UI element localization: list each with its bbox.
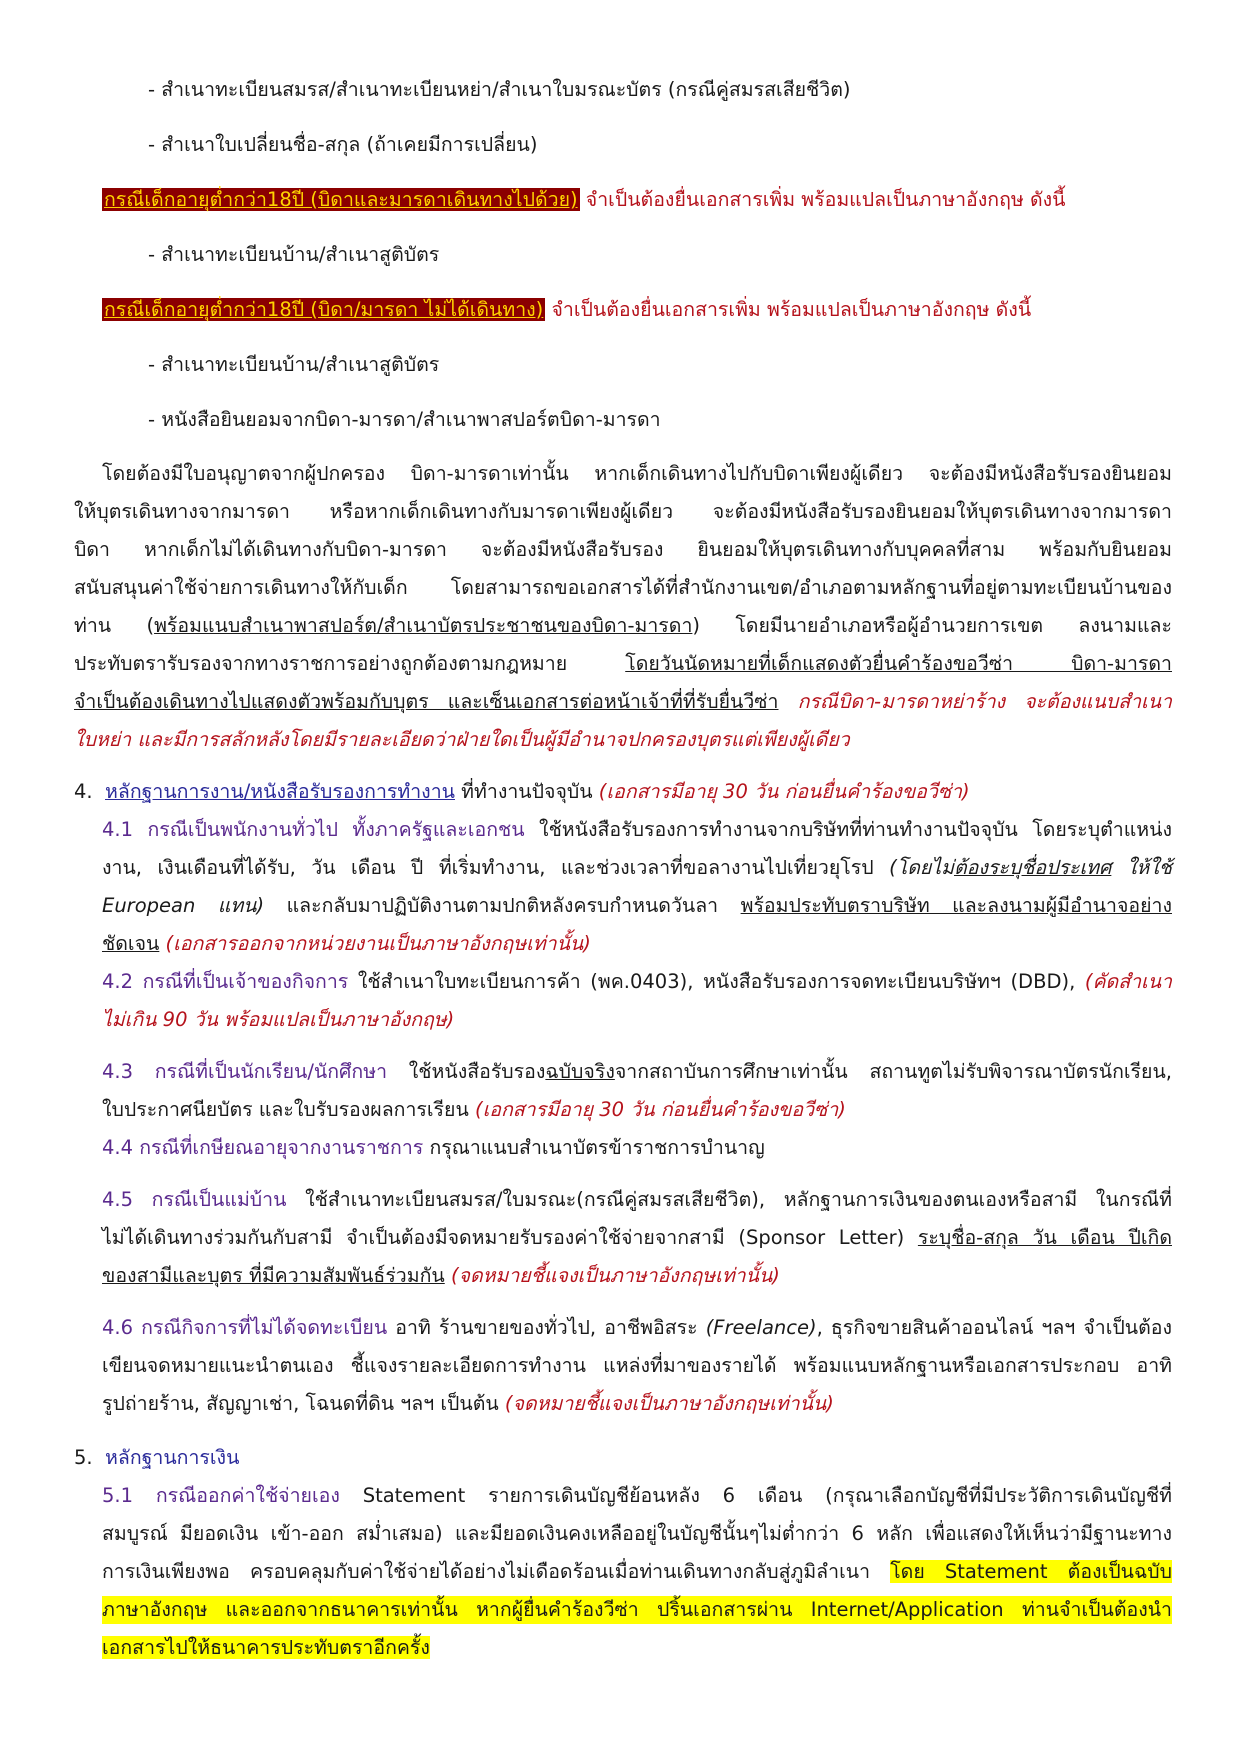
s46-note: (จดหมายชี้แจงเป็นภาษาอังกฤษเท่านั้น) bbox=[504, 1392, 834, 1415]
s44-label: 4.4 กรณีที่เกษียณอายุจากงานราชการ bbox=[102, 1136, 424, 1159]
s46-line-1 bbox=[102, 1314, 1172, 1342]
s45-line-2 bbox=[102, 1224, 1172, 1252]
s42-text: ใช้สำเนาใบทะเบียนการค้า (พค.0403), หนังสือรับรองการจดทะเบียนบริษัทฯ (DBD), bbox=[348, 970, 1085, 993]
s41-note: (เอกสารออกจากหน่วยงานเป็นภาษาอังกฤษเท่านั้น) bbox=[159, 932, 591, 955]
s41-italic: European แทน) bbox=[102, 894, 265, 917]
s51-line-5 bbox=[102, 1634, 430, 1662]
s46-line-3 bbox=[102, 1390, 834, 1418]
consent-line-3: บิดา หากเด็กไม่ได้เดินทางกับบิดา-มารดา จะต้องมีหนังสือรับรอง ยินยอมให้บุตรเดินทางกับบุคคลที่สาม พร้อมกับยินยอม bbox=[74, 538, 1172, 561]
s46-text: , ธุรกิจขายสินค้าออนไลน์ ฯลฯ จำเป็นต้อง bbox=[816, 1316, 1172, 1339]
s42-line-2: ไม่เกิน 90 วัน พร้อมแปลเป็นภาษาอังกฤษ) bbox=[102, 1008, 455, 1031]
s43-line-2 bbox=[102, 1096, 846, 1124]
section-4-heading bbox=[74, 778, 970, 806]
s41-label: 4.1 กรณีเป็นพนักงานทั่วไป ทั้งภาครัฐและเอกชน bbox=[102, 818, 525, 841]
s44-text: กรุณาแนบสำเนาบัตรข้าราชการบำนาญ bbox=[423, 1136, 765, 1159]
consent-line-1: โดยต้องมีใบอนุญาตจากผู้ปกครอง บิดา-มารดาเท่านั้น หากเด็กเดินทางไปกับบิดาเพียงผู้เดียว จะต้องมีหนังสือรับรองยินยอม bbox=[102, 462, 1172, 485]
divorce-note: กรณีบิดา-มารดาหย่าร้าง จะต้องแนบสำเนา bbox=[778, 690, 1173, 713]
minor-case1-text: จำเป็นต้องยื่นเอกสารเพิ่ม พร้อมแปลเป็นภาษาอังกฤษ ดังนี้ bbox=[579, 188, 1066, 211]
minor-case2-doc-1: - สำเนาทะเบียนบ้าน/สำเนาสูติบัตร bbox=[148, 353, 440, 376]
s51-text: Statement รายการเดินบัญชีย้อนหลัง 6 เดือน (กรุณาเลือกบัญชีที่มีประวัติการเดินบัญชีที่ bbox=[339, 1484, 1172, 1507]
s41-underlined: ชัดเจน bbox=[102, 932, 160, 955]
minor-case2-text: จำเป็นต้องยื่นเอกสารเพิ่ม พร้อมแปลเป็นภาษาอังกฤษ ดังนี้ bbox=[545, 298, 1032, 321]
s41-line-2 bbox=[102, 854, 1172, 882]
s41-text: ใช้หนังสือรับรองการทำงานจากบริษัทที่ท่านทำงานปัจจุบัน โดยระบุตำแหน่ง bbox=[524, 818, 1172, 841]
s45-underlined: ของสามีและบุตร ที่มีความสัมพันธ์ร่วมกัน bbox=[102, 1264, 445, 1287]
doc-item-name-change: - สำเนาใบเปลี่ยนชื่อ-สกุล (ถ้าเคยมีการเปลี่ยน) bbox=[148, 133, 538, 156]
section-4-title-rest: ที่ทำงานปัจจุบัน bbox=[454, 780, 599, 803]
section-5-number: 5. bbox=[74, 1446, 93, 1469]
s43-note: (เอกสารมีอายุ 30 วัน ก่อนยื่นคำร้องขอวีซ่า) bbox=[474, 1098, 846, 1121]
doc-item-marriage: - สำเนาทะเบียนสมรส/สำเนาทะเบียนหย่า/สำเนาใบมรณะบัตร (กรณีคู่สมรสเสียชีวิต) bbox=[148, 78, 851, 101]
s42-line-1 bbox=[102, 968, 1172, 996]
minor-case2-label: กรณีเด็กอายุต่ำกว่า18ปี (บิดา/มารดา ไม่ได้เดินทาง) bbox=[104, 298, 544, 321]
s51-label: 5.1 กรณีออกค่าใช้จ่ายเอง bbox=[102, 1484, 340, 1507]
s45-line-1 bbox=[102, 1186, 1172, 1214]
s43-text: จากสถาบันการศึกษาเท่านั้น สถานทูตไม่รับพิจารณาบัตรนักเรียน, bbox=[614, 1060, 1172, 1083]
s46-italic: (Freelance) bbox=[705, 1316, 817, 1339]
consent-line-5 bbox=[74, 612, 1172, 640]
minor-case2-doc-2: - หนังสือยินยอมจากบิดา-มารดา/สำเนาพาสปอร์ตบิดา-มารดา bbox=[148, 408, 661, 431]
s43-label: 4.3 กรณีที่เป็นนักเรียน/นักศึกษา bbox=[102, 1060, 388, 1083]
s41-italic: ให้ใช้ bbox=[1111, 856, 1172, 879]
consent-line-4: สนับสนุนค่าใช้จ่ายการเดินทางให้กับเด็ก โดยสามารถขอเอกสารได้ที่สำนักงานเขต/อำเภอตามหลักฐานที่อยู่ตามทะเบียนบ้านของ bbox=[74, 576, 1172, 599]
s51-highlight: โดย Statement ต้องเป็นฉบับ bbox=[890, 1560, 1172, 1583]
s51-line-2: สมบูรณ์ มียอดเงิน เข้า-ออก สม่ำเสมอ) และมียอดเงินคงเหลืออยู่ในบัญชีนั้นๆไม่ต่ำกว่า 6 หลัก เพื่อแสดงให้เห็นว่ามีฐานะทาง bbox=[102, 1522, 1172, 1545]
section-5-heading bbox=[74, 1444, 239, 1472]
consent-line-2: ให้บุตรเดินทางจากมารดา หรือหากเด็กเดินทางกับมารดาเพียงผู้เดียว จะต้องมีหนังสือรับรองยินยอมให้บุตรเดินทางจากมารดา bbox=[74, 500, 1172, 523]
consent-text: ท่าน ( bbox=[74, 614, 155, 637]
s46-label: 4.6 กรณีกิจการที่ไม่ได้จดทะเบียน bbox=[102, 1316, 388, 1339]
minor-case1-line bbox=[102, 186, 1065, 214]
s45-text: ใช้สำเนาทะเบียนสมรส/ใบมรณะ(กรณีคู่สมรสเสียชีวิต), หลักฐานการเงินของตนเองหรือสามี ในกรณีที่ bbox=[286, 1188, 1172, 1211]
s43-line-1 bbox=[102, 1058, 1172, 1086]
s41-italic: (โดยไม่ bbox=[889, 856, 954, 879]
s51-text: การเงินเพียงพอ ครอบคลุมกับค่าใช้จ่ายได้อย่างไม่เดือดร้อนเมื่อท่านเดินทางกลับสู่ภูมิลำเนา bbox=[102, 1560, 891, 1583]
s46-text: อาทิ ร้านขายของทั่วไป, อาชีพอิสระ bbox=[387, 1316, 706, 1339]
s41-line-4 bbox=[102, 930, 591, 958]
minor-case1-doc: - สำเนาทะเบียนบ้าน/สำเนาสูติบัตร bbox=[148, 243, 440, 266]
s41-text: และกลับมาปฏิบัติงานตามปกติหลังครบกำหนดวันลา bbox=[264, 894, 741, 917]
s51-line-3 bbox=[102, 1558, 1172, 1586]
s45-label: 4.5 กรณีเป็นแม่บ้าน bbox=[102, 1188, 287, 1211]
consent-line-8: ใบหย่า และมีการสลักหลังโดยมีรายละเอียดว่าฝ่ายใดเป็นผู้มีอำนาจปกครองบุตรแต่เพียงผู้เดียว bbox=[74, 728, 850, 751]
s45-underlined: ระบุชื่อ-สกุล วัน เดือน ปีเกิด bbox=[917, 1226, 1172, 1249]
s41-text: งาน, เงินเดือนที่ได้รับ, วัน เดือน ปี ที่เริ่มทำงาน, และช่วงเวลาที่ขอลางานไปเที่ยวยุโรป bbox=[102, 856, 890, 879]
s45-line-3 bbox=[102, 1262, 780, 1290]
s51-highlight: เอกสารไปให้ธนาคารประทับตราอีกครั้ง bbox=[102, 1636, 430, 1659]
consent-underlined: โดยวันนัดหมายที่เด็กแสดงตัวยื่นคำร้องขอวีซ่า บิดา-มารดา bbox=[625, 652, 1172, 675]
s46-text: รูปถ่ายร้าน, สัญญาเช่า, โฉนดที่ดิน ฯลฯ เป็นต้น bbox=[102, 1392, 505, 1415]
s42-label: 4.2 กรณีที่เป็นเจ้าของกิจการ bbox=[102, 970, 349, 993]
s44-line bbox=[102, 1134, 765, 1162]
consent-underlined: พร้อมแนบสำเนาพาสปอร์ต/สำเนาบัตรประชาชนของบิดา-มารดา bbox=[154, 614, 693, 637]
consent-text: ประทับตรารับรองจากทางราชการอย่างถูกต้องตามกฎหมาย bbox=[74, 652, 626, 675]
s46-line-2: เขียนจดหมายแนะนำตนเอง ชี้แจงรายละเอียดการทำงาน แหล่งที่มาของรายได้ พร้อมแนบหลักฐานหรือเอกสารประกอบ อาทิ bbox=[102, 1354, 1172, 1377]
s41-line-3 bbox=[102, 892, 1172, 920]
consent-line-6 bbox=[74, 650, 1172, 678]
consent-text: ) โดยมีนายอำเภอหรือผู้อำนวยการเขต ลงนามและ bbox=[692, 614, 1172, 637]
minor-case1-label: กรณีเด็กอายุต่ำกว่า18ปี (บิดาและมารดาเดินทางไปด้วย) bbox=[104, 188, 578, 211]
s41-italic-underlined: ต้องระบุชื่อประเทศ bbox=[953, 856, 1112, 879]
s51-line-4: ภาษาอังกฤษ และออกจากธนาคารเท่านั้น หากผู้ยื่นคำร้องวีซ่า ปริ้นเอกสารผ่าน Internet/Application ท่านจำเป็นต้องนำ bbox=[102, 1596, 1172, 1624]
consent-line-7 bbox=[74, 688, 1172, 716]
section-5-title: หลักฐานการเงิน bbox=[105, 1446, 240, 1469]
consent-underlined: จำเป็นต้องเดินทางไปแสดงตัวพร้อมกับบุตร และเซ็นเอกสารต่อหน้าเจ้าที่ที่รับยื่นวีซ่า bbox=[74, 690, 779, 713]
s41-underlined: พร้อมประทับตราบริษัท และลงนามผู้มีอำนาจอย่าง bbox=[740, 894, 1172, 917]
s45-text: ไม่ได้เดินทางร่วมกันกับสามี จำเป็นต้องมีจดหมายรับรองค่าใช้จ่ายจากสามี (Sponsor Letter) bbox=[102, 1226, 918, 1249]
s51-line-1 bbox=[102, 1482, 1172, 1510]
s41-line-1 bbox=[102, 816, 1172, 844]
s43-text: ใช้หนังสือรับรอง bbox=[387, 1060, 546, 1083]
minor-case2-line bbox=[102, 296, 1031, 324]
section-4-title: หลักฐานการงาน/หนังสือรับรองการทำงาน bbox=[105, 780, 455, 803]
section-4-number: 4. bbox=[74, 780, 93, 803]
s42-note: (คัดสำเนา bbox=[1084, 970, 1172, 993]
s43-text: ใบประกาศนียบัตร และใบรับรองผลการเรียน bbox=[102, 1098, 475, 1121]
s43-underlined: ฉบับจริง bbox=[545, 1060, 615, 1083]
section-4-note: (เอกสารมีอายุ 30 วัน ก่อนยื่นคำร้องขอวีซ่า) bbox=[598, 780, 970, 803]
s45-note: (จดหมายชี้แจงเป็นภาษาอังกฤษเท่านั้น) bbox=[444, 1264, 780, 1287]
